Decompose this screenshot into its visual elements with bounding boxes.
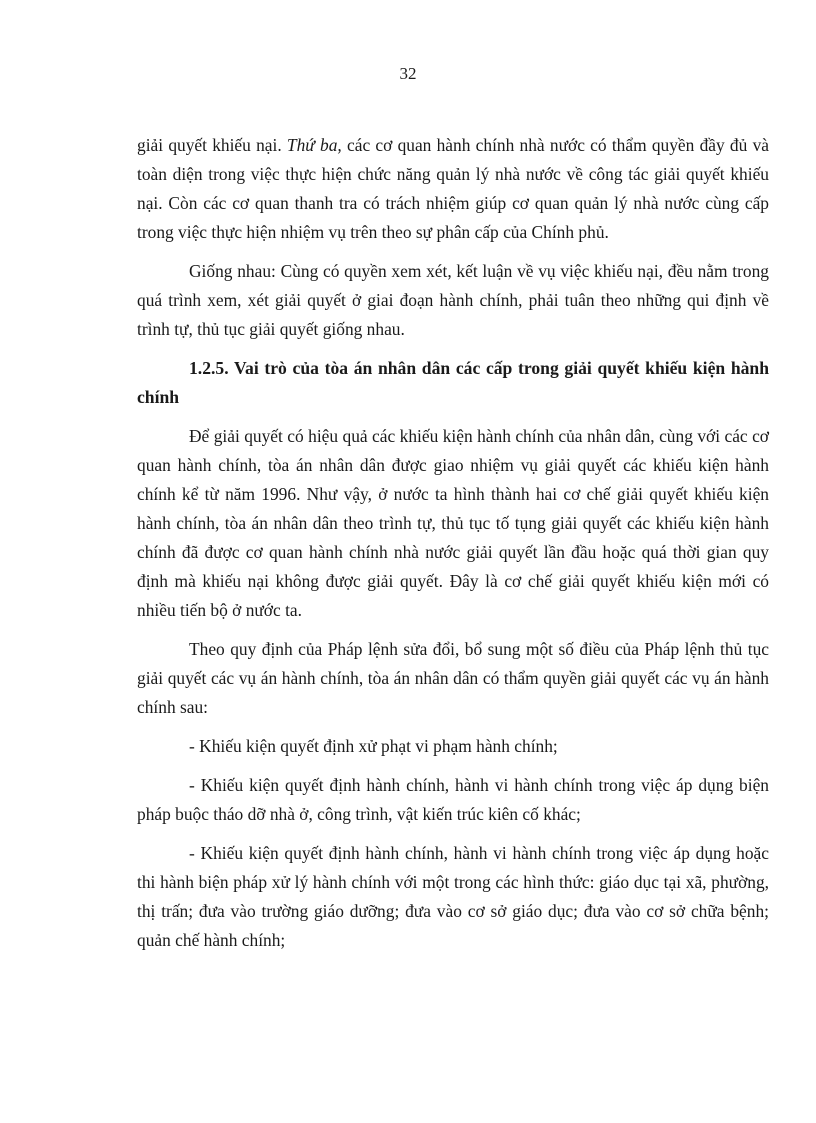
paragraph-1-italic: Thứ ba,	[286, 135, 342, 155]
page-content	[137, 131, 769, 965]
paragraph-4: Theo quy định của Pháp lệnh sửa đổi, bổ sung một số điều của Pháp lệnh thủ tục giải quyết các vụ án hành chính, tòa án nhân dân có thẩm quyền giải quyết các vụ án hành chính sau:	[137, 639, 769, 717]
paragraph-3: Để giải quyết có hiệu quả các khiếu kiện hành chính của nhân dân, cùng với các cơ quan hành chính, tòa án nhân dân được giao nhiệm vụ giải quyết các khiếu kiện hành chính kể từ năm 1996. Như vậy, ở nước ta hình thành hai cơ chế giải quyết khiếu kiện hành chính, tòa án nhân dân theo trình tự, thủ tục tố tụng giải quyết các khiếu kiện hành chính đã được cơ quan hành chính nhà nước giải quyết lần đầu hoặc quá thời gian quy định mà khiếu nại không được giải quyết. Đây là cơ chế giải quyết khiếu kiện mới có nhiều tiến bộ ở nước ta.	[137, 426, 769, 620]
paragraph-1-text-a: giải quyết khiếu nại.	[137, 135, 287, 155]
list-item-3: - Khiếu kiện quyết định hành chính, hành vi hành chính trong việc áp dụng hoặc thi hành biện pháp xử lý hành chính với một trong các hình thức: giáo dục tại xã, phường, thị trấn; đưa vào trường giáo dưỡng; đưa vào cơ sở giáo dục; đưa vào cơ sở chữa bệnh; quản chế hành chính;	[137, 843, 769, 950]
list-item-2: - Khiếu kiện quyết định hành chính, hành vi hành chính trong việc áp dụng biện pháp buộc tháo dỡ nhà ở, công trình, vật kiến trúc kiên cố khác;	[137, 775, 769, 824]
paragraph-2: Giống nhau: Cùng có quyền xem xét, kết luận về vụ việc khiếu nại, đều nằm trong quá trình xem, xét giải quyết ở giai đoạn hành chính, phải tuân theo những qui định về trình tự, thủ tục giải quyết giống nhau.	[137, 261, 769, 339]
page-number: 32	[399, 64, 417, 83]
paragraph-1-text-b: các cơ quan hành chính nhà nước có thẩm quyền đầy đủ và toàn diện trong việc thực hiện chức năng quản lý nhà nước về công tác giải quyết khiếu nại. Còn các cơ quan thanh tra có trách nhiệm giúp cơ quan quản lý nhà nước cùng cấp trong việc thực hiện nhiệm vụ trên theo sự phân cấp của Chính phủ.	[137, 135, 769, 242]
paragraph-1	[137, 131, 769, 247]
list-item-1: - Khiếu kiện quyết định xử phạt vi phạm hành chính;	[189, 736, 558, 756]
section-heading: 1.2.5. Vai trò của tòa án nhân dân các cấp trong giải quyết khiếu kiện hành chính	[137, 358, 769, 407]
